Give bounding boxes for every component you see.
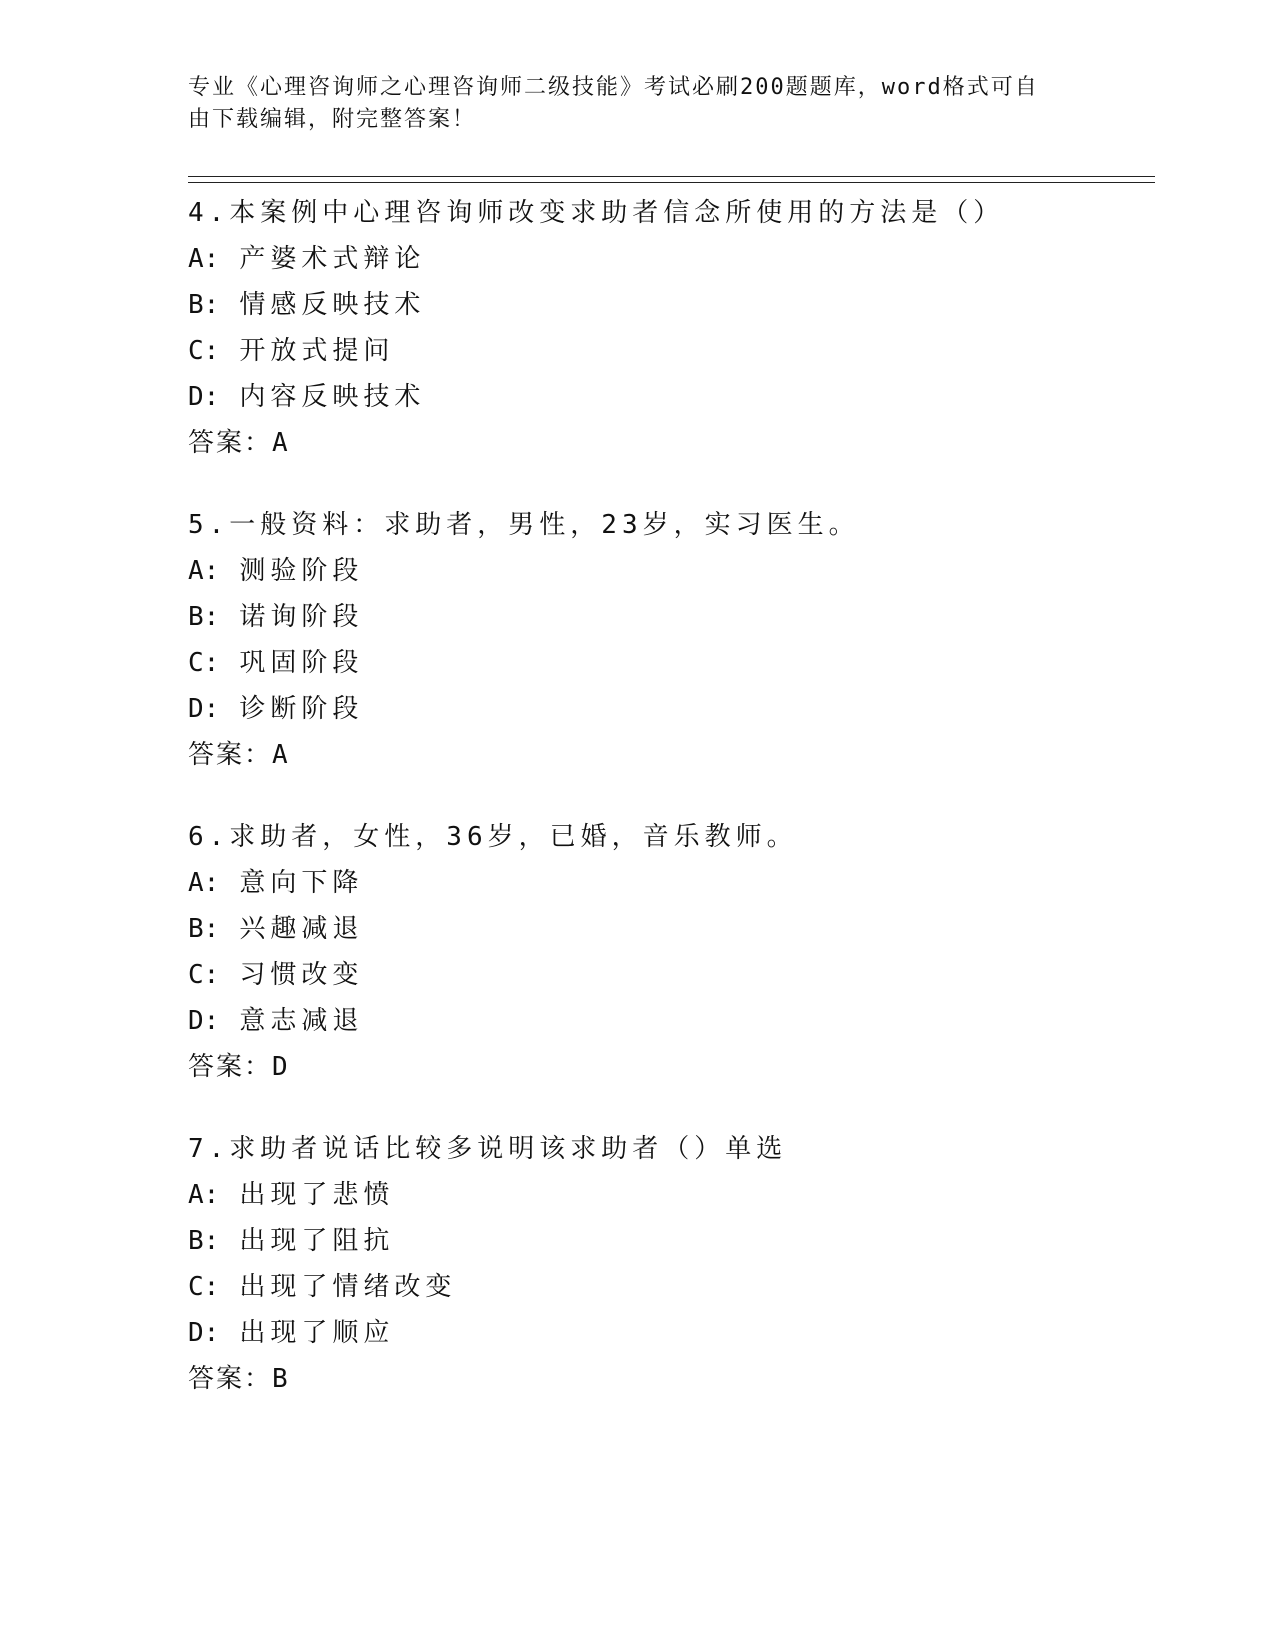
option-b	[188, 906, 1148, 952]
option-a	[188, 860, 1148, 906]
option-letter: B:	[188, 602, 220, 632]
answer-value: A	[272, 740, 288, 770]
question-4	[188, 190, 1148, 466]
option-text: 出现了悲愤	[239, 1180, 395, 1210]
option-letter: A:	[188, 556, 220, 586]
option-text: 诊断阶段	[239, 694, 364, 724]
option-d	[188, 374, 1148, 420]
option-letter: C:	[188, 960, 220, 990]
option-letter: B:	[188, 1226, 220, 1256]
header-divider-bottom	[188, 182, 1155, 183]
option-letter: B:	[188, 290, 220, 320]
header-divider-top	[188, 176, 1155, 177]
answer-label: 答案：	[188, 1364, 273, 1394]
answer-value: D	[272, 1052, 288, 1082]
option-letter: C:	[188, 336, 220, 366]
option-c	[188, 1264, 1148, 1310]
option-letter: C:	[188, 648, 220, 678]
question-7	[188, 1126, 1148, 1402]
question-5	[188, 502, 1148, 778]
option-c	[188, 640, 1148, 686]
option-a	[188, 236, 1148, 282]
option-c	[188, 328, 1148, 374]
option-text: 诺询阶段	[239, 602, 364, 632]
option-letter: B:	[188, 914, 220, 944]
option-letter: A:	[188, 1180, 220, 1210]
question-list	[188, 190, 1148, 1438]
option-text: 开放式提问	[239, 336, 395, 366]
option-text: 出现了情绪改变	[239, 1272, 457, 1302]
option-text: 巩固阶段	[239, 648, 364, 678]
answer-line	[188, 732, 1148, 778]
option-text: 出现了顺应	[239, 1318, 395, 1348]
answer-value: A	[272, 428, 288, 458]
option-letter: A:	[188, 244, 220, 274]
option-text: 产婆术式辩论	[239, 244, 426, 274]
option-text: 习惯改变	[239, 960, 364, 990]
option-d	[188, 1310, 1148, 1356]
question-text: 4.本案例中心理咨询师改变求助者信念所使用的方法是（）	[188, 198, 1005, 228]
option-text: 意志减退	[239, 1006, 364, 1036]
header-line-2: 由下载编辑，附完整答案！	[188, 107, 477, 132]
option-letter: D:	[188, 382, 220, 412]
option-letter: D:	[188, 1006, 220, 1036]
option-text: 情感反映技术	[239, 290, 426, 320]
answer-line	[188, 1044, 1148, 1090]
option-text: 内容反映技术	[239, 382, 426, 412]
header-line-1: 专业《心理咨询师之心理咨询师二级技能》考试必刷200题题库，word格式可自	[188, 75, 1039, 100]
answer-label: 答案：	[188, 1052, 273, 1082]
option-text: 出现了阻抗	[239, 1226, 395, 1256]
question-6	[188, 814, 1148, 1090]
option-text: 测验阶段	[239, 556, 364, 586]
option-letter: C:	[188, 1272, 220, 1302]
option-c	[188, 952, 1148, 998]
option-b	[188, 1218, 1148, 1264]
option-letter: D:	[188, 694, 220, 724]
option-d	[188, 998, 1148, 1044]
option-text: 兴趣减退	[239, 914, 364, 944]
answer-value: B	[272, 1364, 288, 1394]
question-text: 6.求助者，女性，36岁，已婚，音乐教师。	[188, 822, 798, 852]
answer-label: 答案：	[188, 740, 273, 770]
option-d	[188, 686, 1148, 732]
option-letter: A:	[188, 868, 220, 898]
option-a	[188, 1172, 1148, 1218]
option-letter: D:	[188, 1318, 220, 1348]
option-b	[188, 594, 1148, 640]
option-a	[188, 548, 1148, 594]
answer-line	[188, 420, 1148, 466]
option-b	[188, 282, 1148, 328]
option-text: 意向下降	[239, 868, 364, 898]
answer-label: 答案：	[188, 428, 273, 458]
document-header	[188, 72, 1088, 136]
answer-line	[188, 1356, 1148, 1402]
question-text: 7.求助者说话比较多说明该求助者（）单选	[188, 1134, 788, 1164]
question-text: 5.一般资料：求助者，男性，23岁，实习医生。	[188, 510, 860, 540]
